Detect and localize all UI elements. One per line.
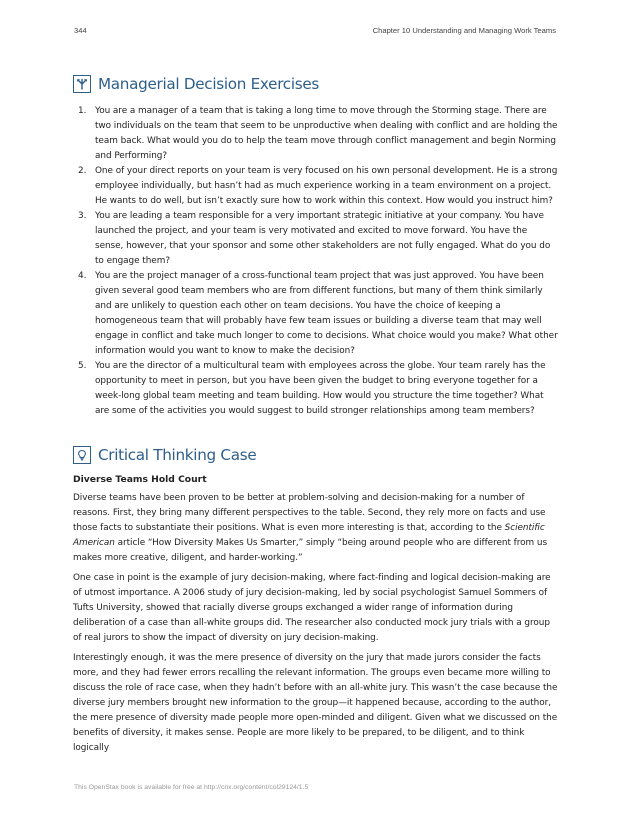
paragraph: Diverse teams have been proven to be better at problem-solving and decision-making for a number of reasons. First, they bring many different perspectives to the table. Second, they rely more on facts and use those facts to substantiate their positions. What is even more interesting is that, according to the Scientific American article “How Diversity Makes Us Smarter,” simply “being around people who are different from us makes more creative, diligent, and harder-working.” — [73, 493, 548, 563]
list-item: 2. One of your direct reports on your team is very focused on his own personal development. He is a strong employee individually, but hasn’t had as much experience working in a team environment on a project. He wants to do well, but isn’t exactly sure how to work within this context. How would you instruct him? — [78, 166, 558, 206]
decision-fork-icon — [73, 75, 91, 93]
section-heading — [73, 443, 558, 467]
page-footer: This OpenStax book is available for free at http://cnx.org/content/col29124/1.5 — [74, 784, 309, 791]
chapter-title: Chapter 10 Understanding and Managing Work Teams — [372, 26, 556, 35]
section-title: Managerial Decision Exercises — [98, 75, 320, 93]
lightbulb-icon — [73, 446, 91, 464]
managerial-decision-section — [73, 72, 558, 419]
list-item: 1. You are a manager of a team that is taking a long time to move through the Storming stage. There are two individuals on the team that seem to be unproductive when dealing with conflict and are holding the team back. What would you do to help the team move through conflict management and begin Norming and Performing? — [78, 106, 558, 161]
section-title: Critical Thinking Case — [98, 446, 257, 464]
list-item: 4. You are the project manager of a cross-functional team project that was just approved. You have been given several good team members who are from different functions, but many of them think similarly and are unlikely to question each other on team decisions. You have the choice of keeping a homogeneous team that will probably have few team issues or building a diverse team that may well engage in conflict and take much longer to come to decisions. What choice would you make? What other information would you want to know to make the decision? — [78, 271, 558, 356]
list-item: 5. You are the director of a multicultural team with employees across the globe. Your team rarely has the opportunity to meet in person, but you have been given the budget to bring everyone together for a week-long global team meeting and team building. How would you structure the time together? What are some of the activities you would suggest to build stronger relationships among team members? — [78, 361, 546, 416]
paragraph: Interestingly enough, it was the mere presence of diversity on the jury that made jurors consider the facts more, and they had fewer errors recalling the relevant information. The groups even became more willing to discuss the role of race case, when they hadn’t before with an all-white jury. This wasn’t the case because the diverse jury members brought new information to the group—it happened because, according to the author, the mere presence of diversity made people more open-minded and diligent. Given what we discussed on the benefits of diversity, it makes sense. People are more likely to be prepared, to be diligent, and to think logically — [73, 653, 558, 753]
section-heading — [73, 72, 558, 96]
list-item: 3. You are leading a team responsible for a very important strategic initiative at your company. You have launched the project, and your team is very motivated and excited to move forward. You have the sense, however, that your sponsor and some other stakeholders are not fully engaged. What do you do to engage them? — [78, 211, 551, 266]
page-number: 344 — [74, 26, 87, 35]
exercise-list — [73, 104, 558, 419]
critical-thinking-section — [73, 443, 558, 756]
paragraph: One case in point is the example of jury decision-making, where fact-finding and logical decision-making are of utmost importance. A 2006 study of jury decision-making, led by social psychologist Samuel Sommers of Tufts University, showed that racially diverse groups exchanged a wider range of information during deliberation of a case than all-white groups did. The researcher also conducted mock jury trials with a group of real jurors to show the impact of diversity on jury decision-making. — [73, 573, 551, 643]
case-subtitle: Diverse Teams Hold Court — [73, 474, 207, 485]
